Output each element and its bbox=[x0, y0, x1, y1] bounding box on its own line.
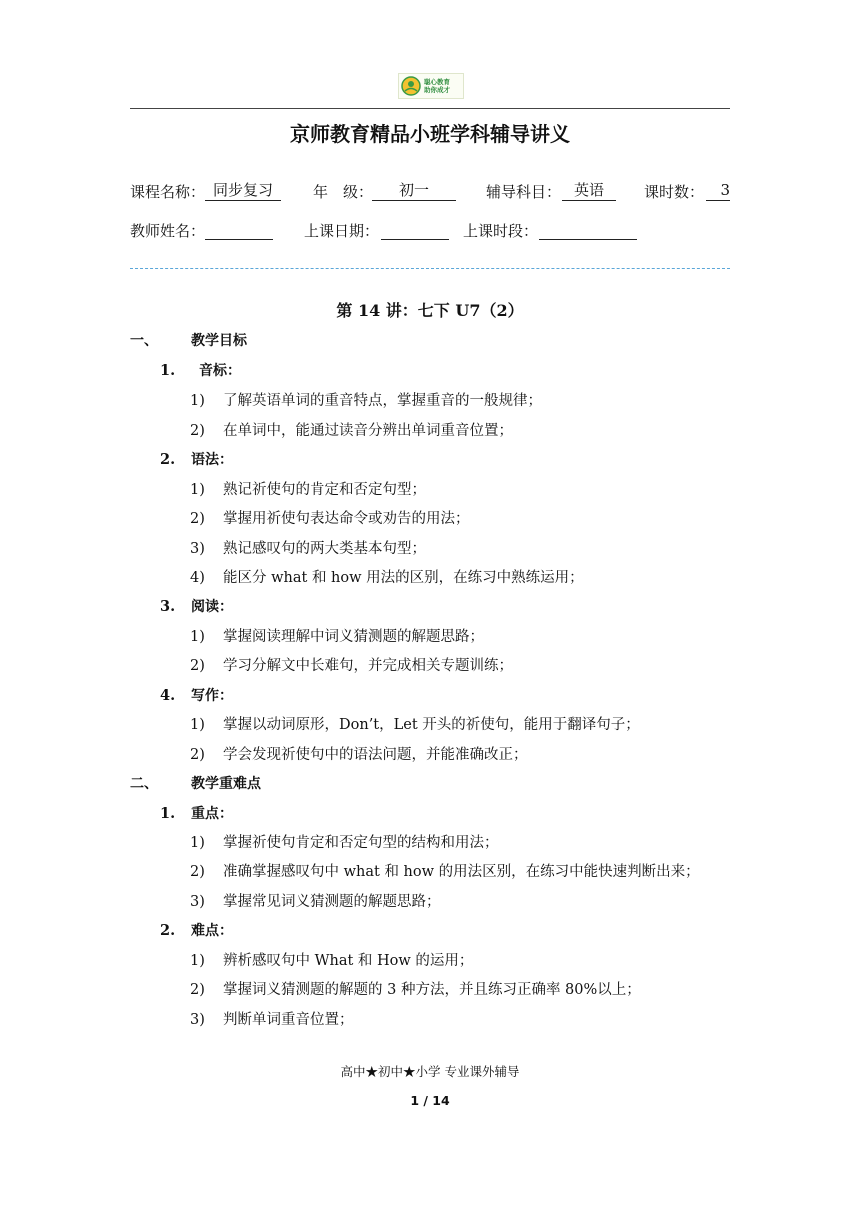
list-item: 掌握用祈使句表达命令或劝告的用法； bbox=[223, 511, 470, 527]
list-item: 掌握祈使句肯定和否定句型的结构和用法； bbox=[223, 835, 499, 851]
logo-emblem-icon bbox=[401, 76, 421, 96]
list-item-number: 3) bbox=[190, 541, 205, 557]
list-item: 掌握以动词原形，Don’t，Let 开头的祈使句，能用于翻译句子； bbox=[223, 717, 640, 733]
brand-logo bbox=[398, 73, 464, 99]
subsection-number: 2. bbox=[160, 451, 176, 468]
section-number: 二、 bbox=[130, 776, 158, 792]
list-item: 熟记祈使句的肯定和否定句型； bbox=[223, 482, 426, 498]
subsection-number: 2. bbox=[160, 922, 176, 939]
teacher-field bbox=[205, 220, 273, 244]
list-item: 准确掌握感叹句中 what 和 how 的用法区别，在练习中能快速判断出来； bbox=[223, 864, 700, 880]
list-item-number: 2) bbox=[190, 982, 205, 998]
course-name-label: 课程名称： bbox=[130, 183, 206, 201]
course-info-row-2 bbox=[130, 220, 730, 242]
subsection-number: 1. bbox=[160, 805, 176, 822]
list-item: 掌握阅读理解中词义猜测题的解题思路； bbox=[223, 629, 484, 645]
list-item: 了解英语单词的重音特点，掌握重音的一般规律； bbox=[223, 393, 542, 409]
teacher-label: 教师姓名： bbox=[130, 222, 206, 240]
list-item-number: 1) bbox=[190, 393, 205, 409]
subsection-title: 难点： bbox=[191, 923, 233, 939]
list-item-number: 2) bbox=[190, 747, 205, 763]
hours-label: 课时数： bbox=[644, 183, 705, 201]
subject-value: 英语 bbox=[562, 181, 616, 201]
page-number: 1 / 14 bbox=[410, 1093, 450, 1108]
subsection-title: 写作： bbox=[191, 688, 233, 704]
subsection-number: 4. bbox=[160, 687, 176, 704]
document-title: 京师教育精品小班学科辅导讲义 bbox=[290, 122, 570, 146]
subsection-number: 1. bbox=[160, 362, 176, 379]
list-item-number: 1) bbox=[190, 835, 205, 851]
list-item-number: 2) bbox=[190, 864, 205, 880]
date-field bbox=[381, 220, 449, 244]
list-item-number: 1) bbox=[190, 717, 205, 733]
grade-value: 初一 bbox=[372, 181, 456, 201]
subject-field bbox=[562, 181, 616, 201]
list-item-number: 2) bbox=[190, 423, 205, 439]
footer-slogan: 高中★初中★小学 专业课外辅导 bbox=[340, 1064, 520, 1079]
list-item: 学会发现祈使句中的语法问题，并能准确改正； bbox=[223, 747, 528, 763]
header-divider bbox=[130, 108, 730, 109]
list-item-number: 2) bbox=[190, 511, 205, 527]
lecture-title: 第 14 讲：七下 U7（2） bbox=[336, 301, 524, 320]
list-item-number: 3) bbox=[190, 1012, 205, 1028]
date-label: 上课日期： bbox=[304, 222, 380, 240]
list-item-number: 2) bbox=[190, 658, 205, 674]
subsection-title: 音标： bbox=[199, 363, 241, 379]
section-title: 教学目标 bbox=[191, 333, 247, 349]
subsection-title: 阅读： bbox=[191, 599, 233, 615]
section-divider bbox=[130, 268, 730, 269]
list-item: 能区分 what 和 how 用法的区别，在练习中熟练运用； bbox=[223, 570, 584, 586]
logo-text: 聪心教育 助你成才 bbox=[424, 78, 450, 94]
subject-label: 辅导科目： bbox=[486, 183, 562, 201]
list-item-number: 1) bbox=[190, 482, 205, 498]
subsection-number: 3. bbox=[160, 598, 176, 615]
list-item-number: 4) bbox=[190, 570, 205, 586]
subsection-title: 重点： bbox=[191, 806, 233, 822]
course-info-row-1 bbox=[130, 181, 730, 203]
list-item: 掌握词义猜测题的解题的 3 种方法，并且练习正确率 80%以上； bbox=[223, 982, 641, 998]
list-item: 掌握常见词义猜测题的解题思路； bbox=[223, 894, 441, 910]
list-item: 判断单词重音位置； bbox=[223, 1012, 354, 1028]
course-name-value: 同步复习 bbox=[205, 181, 281, 201]
section-number: 一、 bbox=[130, 333, 158, 349]
list-item: 学习分解文中长难句，并完成相关专题训练； bbox=[223, 658, 513, 674]
subsection-title: 语法： bbox=[191, 452, 233, 468]
list-item: 在单词中，能通过读音分辨出单词重音位置； bbox=[223, 423, 513, 439]
list-item: 熟记感叹句的两大类基本句型； bbox=[223, 541, 426, 557]
hours-value: 3 bbox=[706, 181, 730, 201]
course-name-field bbox=[205, 181, 281, 201]
grade-label: 年 级： bbox=[313, 183, 374, 201]
list-item: 辨析感叹句中 What 和 How 的运用； bbox=[223, 953, 474, 969]
hours-field bbox=[706, 181, 730, 201]
list-item-number: 3) bbox=[190, 894, 205, 910]
period-field bbox=[539, 220, 637, 244]
grade-field bbox=[372, 181, 456, 201]
section-title: 教学重难点 bbox=[191, 776, 261, 792]
list-item-number: 1) bbox=[190, 953, 205, 969]
list-item-number: 1) bbox=[190, 629, 205, 645]
period-label: 上课时段： bbox=[463, 222, 539, 240]
